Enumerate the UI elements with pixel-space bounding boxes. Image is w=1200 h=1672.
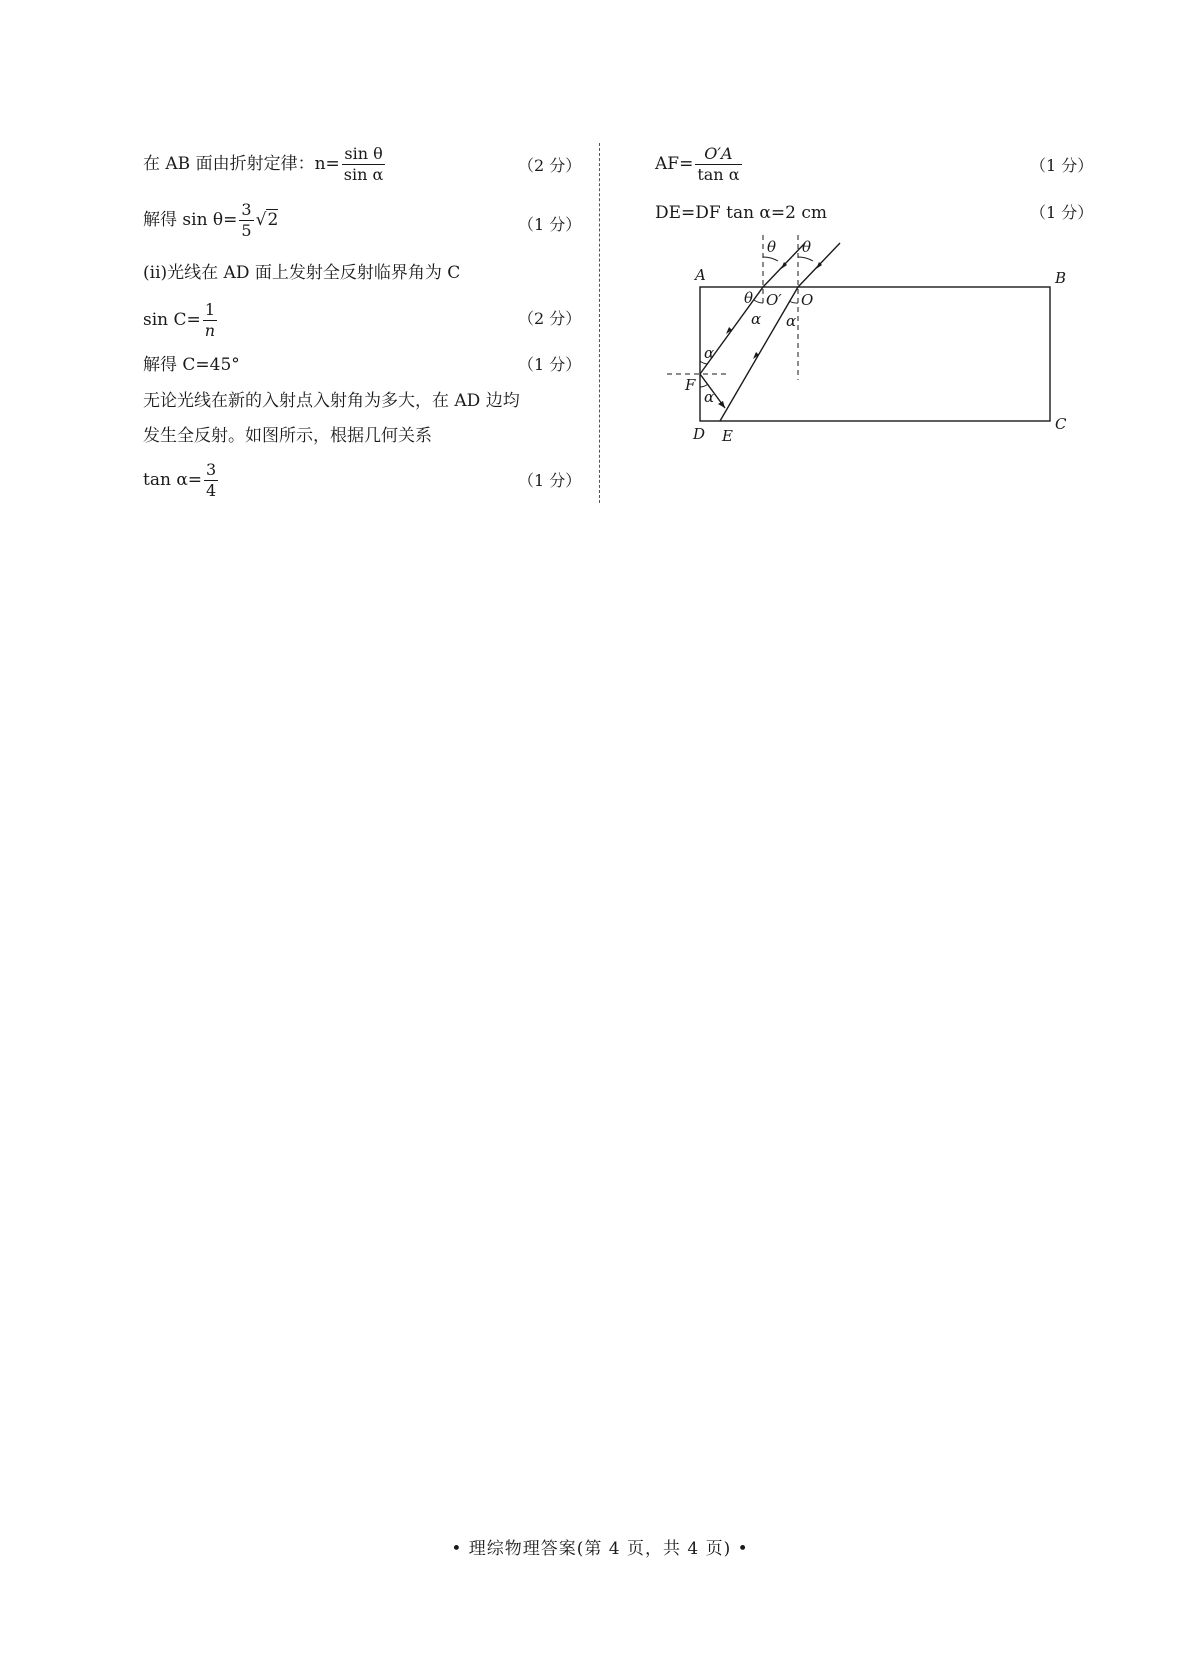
angle-arc: [700, 384, 708, 387]
paragraph-line-2: 发生全反射。如图所示，根据几何关系: [143, 426, 432, 446]
score-2pt: （2 分）: [518, 309, 582, 328]
eq-sin-theta: [143, 200, 278, 241]
eq-af-text: AF=: [655, 154, 694, 174]
score-1pt: （1 分）: [1030, 203, 1094, 222]
angle-arc: [763, 257, 778, 261]
eq-sin-theta-text: 解得 sin θ=: [143, 210, 238, 230]
fraction: [695, 144, 741, 185]
label-theta-3: θ: [744, 289, 754, 307]
eq-sin-c: [143, 300, 219, 341]
eq-refraction-law: [143, 144, 387, 185]
numerator: sin θ: [342, 144, 386, 165]
score-1pt: （1 分）: [518, 215, 582, 234]
eq-tan-alpha-text: tan α=: [143, 470, 203, 490]
label-o-prime: O′: [766, 291, 782, 309]
radicand: 2: [267, 210, 279, 230]
eq-sin-c-text: sin C=: [143, 310, 201, 330]
column-divider: [599, 143, 600, 503]
eq-af: [655, 144, 744, 185]
numerator: 1: [203, 300, 217, 321]
eq-de: DE=DF tan α=2 cm: [655, 203, 828, 223]
label-a: A: [695, 266, 706, 284]
eq-tan-alpha: [143, 460, 220, 501]
label-d: D: [693, 425, 706, 443]
label-f: F: [685, 376, 696, 394]
numerator: 3: [241, 200, 252, 219]
angle-arc: [754, 300, 763, 303]
denominator: n: [204, 321, 216, 340]
angle-arc: [798, 257, 813, 261]
page-footer: • 理综物理答案(第 4 页，共 4 页) •: [451, 1539, 749, 1559]
denominator: sin α: [343, 165, 384, 184]
label-alpha-2: α: [786, 312, 797, 330]
label-c: C: [1055, 415, 1067, 433]
denominator: 4: [206, 481, 217, 500]
paragraph-line-1: 无论光线在新的入射点入射角为多大，在 AD 边均: [143, 391, 520, 411]
refracted-ray-2: [720, 287, 798, 421]
denominator: 5: [241, 221, 252, 240]
arrow-icon: [718, 401, 725, 408]
score-1pt: （1 分）: [1030, 156, 1094, 175]
label-o: O: [801, 291, 814, 309]
numerator: O′A: [695, 144, 741, 165]
eq-refraction-text: 在 AB 面由折射定律：n=: [143, 154, 340, 174]
label-theta-1: θ: [767, 238, 777, 256]
critical-angle-intro: (ii)光线在 AD 面上发射全反射临界角为 C: [143, 263, 461, 283]
label-e: E: [722, 427, 733, 445]
score-1pt: （1 分）: [518, 355, 582, 374]
angle-arc: [789, 301, 798, 303]
label-alpha-1: α: [751, 310, 762, 328]
optics-diagram: [655, 225, 1095, 455]
glass-block-outline: [700, 287, 1050, 421]
fraction: [203, 300, 217, 341]
label-alpha-3: α: [704, 344, 715, 362]
label-alpha-4: α: [704, 388, 715, 406]
denominator: tan α: [697, 165, 740, 184]
fraction: [342, 144, 386, 185]
eq-c-result: 解得 C=45°: [143, 355, 240, 375]
sqrt-sign: √: [255, 210, 267, 230]
label-b: B: [1055, 269, 1067, 287]
label-theta-2: θ: [802, 238, 812, 256]
score-2pt: （2 分）: [518, 156, 582, 175]
fraction: [204, 460, 218, 501]
fraction: [239, 200, 253, 241]
score-1pt: （1 分）: [518, 471, 582, 490]
numerator: 3: [206, 460, 217, 479]
